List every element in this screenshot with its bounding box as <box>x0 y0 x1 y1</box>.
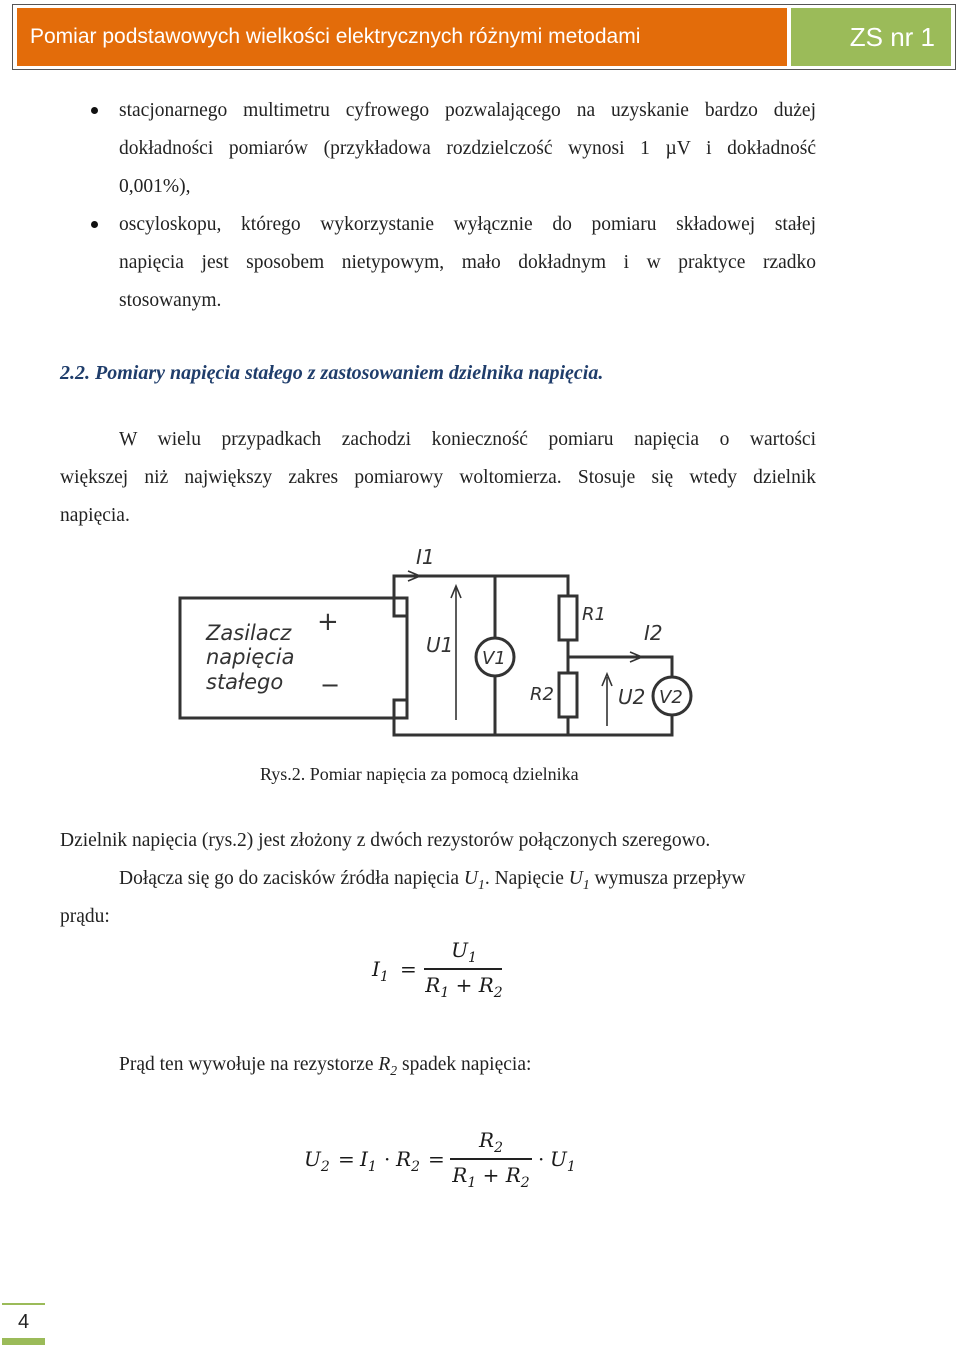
eq2-lhs: $U_2$ <box>304 1147 330 1175</box>
u1-label: U1 <box>426 633 454 657</box>
bullet-2-line-2: napięcia jest sposobem nietypowym, mało dokładnym i w praktyce rzadko <box>119 252 816 273</box>
para3-u1-second: $U_1$ <box>568 868 590 892</box>
header-title: Pomiar podstawowych wielkości elektrycznych różnymi metodami <box>17 8 787 66</box>
eq1-numerator: $U_1$ <box>451 938 477 966</box>
page-number: 4 <box>2 1303 45 1345</box>
i1-label: I1 <box>416 545 435 569</box>
v2-wire-top <box>568 657 672 676</box>
para4-text-b: spadek napięcia: <box>397 1054 532 1075</box>
supply-label-line-1: Zasilacz <box>206 621 292 645</box>
r2-label: R2 <box>530 684 554 705</box>
i2-label: I2 <box>644 621 663 645</box>
v2-wire-bottom <box>568 715 672 735</box>
eq1-fraction-bar <box>424 968 502 970</box>
eq2-equals-2: = <box>428 1147 445 1171</box>
bullet-marker <box>91 107 98 114</box>
para3-text-a: Dołącza się go do zacisków źródła napięcia <box>119 868 464 889</box>
v2-label: V2 <box>659 687 683 708</box>
eq1-equals: = <box>400 957 417 981</box>
v1-label: V1 <box>482 648 506 669</box>
eq2-i1: $I_1$ <box>360 1147 377 1175</box>
para1-line-1: W wielu przypadkach zachodzi konieczność pomiaru napięcia o wartości <box>119 429 816 450</box>
para3-text-b: . Napięcie <box>484 868 569 889</box>
header-doc-number: ZS nr 1 <box>791 8 951 66</box>
eq2-dot-2: · <box>538 1147 545 1171</box>
para4-text-a: Prąd ten wywołuje na rezystorze <box>119 1054 379 1075</box>
bullet-2-line-3: stosowanym. <box>119 290 222 311</box>
eq2-u1: $U_1$ <box>550 1147 576 1175</box>
r1-resistor <box>559 596 577 640</box>
section-heading: 2.2. Pomiary napięcia stałego z zastosowaniem dzielnika napięcia. <box>60 362 604 384</box>
equation-current <box>370 935 510 1005</box>
eq2-numerator: $R_2$ <box>479 1128 503 1156</box>
voltage-divider-diagram <box>170 540 730 760</box>
eq2-equals-1: = <box>338 1147 355 1171</box>
para3-line-2: prądu: <box>60 906 110 927</box>
bullet-1-line-2: dokładności pomiarów (przykładowa rozdzielczość wynosi 1 µV i dokładność <box>119 138 816 159</box>
para1-line-2: większej niż największy zakres pomiarowy woltomierza. Stosuje się wtedy dzielnik <box>60 467 816 488</box>
eq2-r2: $R_2$ <box>396 1147 420 1175</box>
bullet-1-line-1: stacjonarnego multimetru cyfrowego pozwalającego na uzyskanie bardzo dużej <box>119 100 816 121</box>
eq2-dot-1: · <box>384 1147 391 1171</box>
u2-label: U2 <box>618 685 646 709</box>
page-header <box>12 4 956 70</box>
bullet-2-line-1: oscyloskopu, którego wykorzystanie wyłącznie do pomiaru składowej stałej <box>119 214 816 235</box>
bullet-1-line-3: 0,001%), <box>119 176 191 197</box>
top-wire <box>394 576 568 616</box>
para4-r2: $R_2$ <box>378 1054 398 1078</box>
equation-voltage <box>300 1125 580 1195</box>
figure-caption: Rys.2. Pomiar napięcia za pomocą dzielnika <box>260 764 579 784</box>
bullet-marker <box>91 221 98 228</box>
eq1-denominator: $R_1 + R_2$ <box>425 973 503 1001</box>
plus-sign: + <box>317 607 339 637</box>
para3-line-1 <box>119 860 746 904</box>
para2: Dzielnik napięcia (rys.2) jest złożony z dwóch rezystorów połączonych szeregowo. <box>60 830 711 851</box>
bottom-wire <box>394 700 568 735</box>
r1-label: R1 <box>582 604 606 625</box>
eq1-lhs: $I_1$ <box>372 957 389 985</box>
supply-label-line-3: stałego <box>206 670 284 694</box>
para1-line-3: napięcia. <box>60 505 130 526</box>
minus-sign: − <box>320 671 341 699</box>
eq2-fraction-bar <box>450 1158 532 1160</box>
r2-resistor <box>559 673 577 717</box>
eq2-denominator: $R_1 + R_2$ <box>452 1163 530 1191</box>
para4 <box>119 1046 531 1090</box>
para3-text-c: wymusza przepływ <box>589 868 746 889</box>
supply-label-line-2: napięcia <box>206 645 295 669</box>
para3-u1: $U_1$ <box>463 868 485 892</box>
